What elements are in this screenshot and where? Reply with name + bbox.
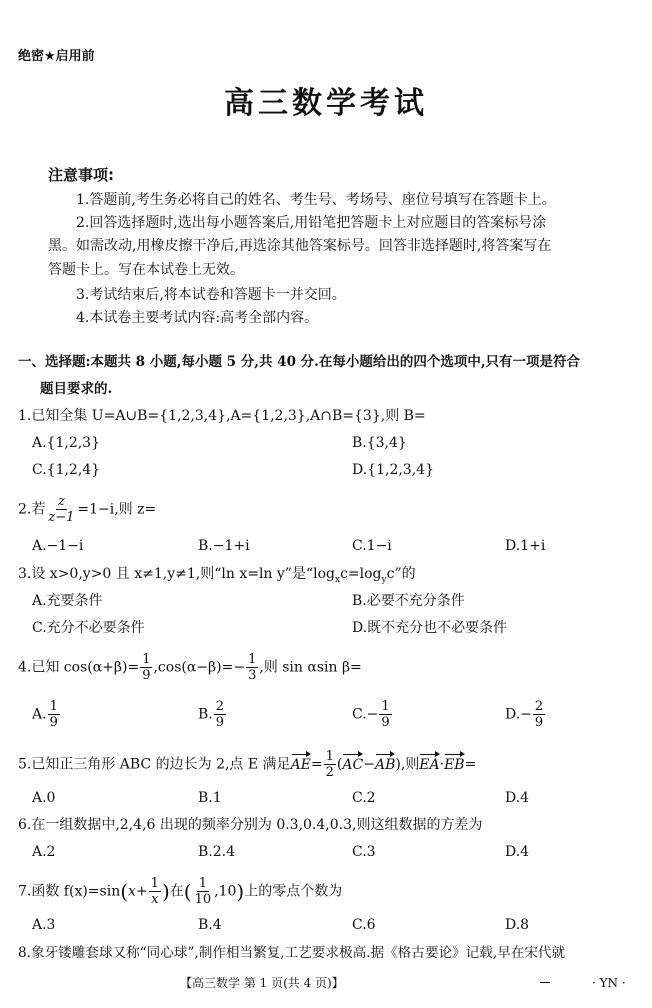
- q5-f-den: 2: [325, 765, 334, 780]
- q4-c-den: 9: [381, 715, 390, 730]
- note-2-line-3: 答题卡上。写在本试卷上无效。: [48, 262, 244, 278]
- q4-b-label: B.: [198, 706, 213, 723]
- q8-stem: 8.象牙镂雕套球又称“同心球”,制作相当繁复,工艺要求极高.据《格古要论》记载,早在宋代就: [18, 945, 566, 961]
- q5-stem: [18, 749, 476, 780]
- q4-option-a: [32, 699, 61, 730]
- footer-dash: [540, 982, 550, 983]
- q4-middle: ,cos(α−β)=−: [153, 659, 246, 676]
- q5-option-d: D.4: [505, 790, 530, 806]
- q1-option-c: C.{1,2,4}: [32, 462, 101, 478]
- q4-a-label: A.: [32, 706, 47, 723]
- q7-f1-num: 1: [150, 876, 159, 891]
- q7-option-b: B.4: [198, 917, 222, 933]
- q2-suffix: =1−i,则 z=: [77, 501, 157, 518]
- q5-vector-ea: EA: [419, 756, 440, 773]
- note-2-line-1: 2.回答选择题时,选出每小题答案后,用铅笔把答题卡上对应题目的答案标号涂: [76, 215, 547, 231]
- q7-suffix: 上的零点个数为: [244, 883, 343, 900]
- q2-option-a: A.−1−i: [32, 538, 84, 554]
- q1-option-a: A.{1,2,3}: [32, 435, 100, 451]
- q4-f1-num: 1: [142, 652, 151, 667]
- q5-option-c: C.2: [352, 790, 376, 806]
- note-4: 4.本试卷主要考试内容:高考全部内容。: [76, 310, 319, 326]
- q4-a-fraction: [48, 699, 60, 730]
- page-title: 高三数学考试: [224, 86, 428, 121]
- q4-fraction-1: [140, 652, 152, 683]
- q2-fraction: [46, 494, 76, 525]
- q4-b-num: 2: [215, 699, 225, 714]
- q3-option-c: C.充分不必要条件: [32, 620, 145, 636]
- section-heading-line-1: 一、选择题:本题共 8 小题,每小题 5 分,共 40 分.在每小题给出的四个选项中,只有一项是符合: [18, 354, 581, 370]
- q4-option-d: [505, 699, 546, 730]
- q4-b-den: 9: [215, 715, 225, 730]
- q2-option-d: D.1+i: [505, 538, 546, 554]
- q3-stem-mid: c=log: [340, 566, 382, 582]
- q4-f2-den: 3: [248, 668, 257, 683]
- confidential-label: 绝密★启用前: [18, 49, 95, 64]
- q7-middle: 在: [169, 883, 184, 900]
- q4-a-num: 1: [49, 699, 58, 714]
- q4-d-fraction: [533, 699, 545, 730]
- q7-x-plus: x+: [128, 883, 148, 900]
- q4-fraction-2: [246, 652, 258, 683]
- q7-left-paren: (: [120, 879, 129, 904]
- q4-option-c: [352, 699, 393, 730]
- q7-option-d: D.8: [505, 917, 530, 933]
- q5-fraction: [324, 749, 336, 780]
- q7-fraction-2: [193, 876, 214, 907]
- q2-stem: [18, 494, 156, 525]
- q4-d-label: D.−: [505, 706, 532, 723]
- q3-sub-1: x: [334, 574, 341, 585]
- q6-option-b: B.2.4: [198, 844, 236, 860]
- q5-right-paren: ),则: [395, 756, 420, 773]
- q3-sub-2: y: [381, 574, 387, 585]
- q5-equals: =: [310, 756, 323, 773]
- q4-c-num: 1: [381, 699, 390, 714]
- q4-f2-num: 1: [248, 652, 257, 667]
- q7-right-paren: ): [161, 879, 170, 904]
- q3-option-d: D.既不充分也不必要条件: [352, 620, 508, 636]
- q7-f2-num: 1: [198, 876, 207, 891]
- q5-left-paren: (: [336, 756, 343, 773]
- q2-option-b: B.−1+i: [198, 538, 250, 554]
- q4-d-den: 9: [534, 715, 544, 730]
- q4-f1-den: 9: [142, 668, 151, 683]
- q4-prefix: 4.已知 cos(α+β)=: [18, 659, 140, 676]
- notes-heading: 注意事项:: [48, 166, 114, 184]
- q5-minus: −: [363, 756, 375, 773]
- q7-stem: [18, 876, 342, 907]
- q7-f2-den: 10: [194, 892, 212, 907]
- q4-c-fraction: [379, 699, 391, 730]
- q5-vector-ae: AE: [290, 756, 311, 773]
- section-heading-line-2: 题目要求的.: [40, 381, 113, 397]
- q5-prefix: 5.已知正三角形 ABC 的边长为 2,点 E 满足: [18, 756, 291, 773]
- q2-denominator: z−1: [48, 510, 75, 525]
- q7-left-paren-2: (: [183, 879, 192, 904]
- q4-d-num: 2: [534, 699, 544, 714]
- q5-option-b: B.1: [198, 790, 222, 806]
- q5-f-num: 1: [325, 749, 334, 764]
- q7-tail: ,10: [214, 883, 237, 900]
- q5-suffix: =: [464, 756, 477, 773]
- q6-option-a: A.2: [32, 844, 56, 860]
- q3-stem-post: c”的: [386, 566, 416, 582]
- q4-option-b: [198, 699, 227, 730]
- q5-option-a: A.0: [32, 790, 56, 806]
- q5-vector-eb: EB: [444, 756, 465, 773]
- q7-option-a: A.3: [32, 917, 56, 933]
- q6-stem: 6.在一组数据中,2,4,6 出现的频率分别为 0.3,0.4,0.3,则这组数据的方差为: [18, 817, 483, 833]
- q2-option-c: C.1−i: [352, 538, 392, 554]
- q4-stem: [18, 652, 362, 683]
- q1-option-b: B.{3,4}: [352, 435, 407, 451]
- note-3: 3.考试结束后,将本试卷和答题卡一并交回。: [76, 287, 346, 303]
- q3-stem: [18, 565, 416, 589]
- q7-option-c: C.6: [352, 917, 376, 933]
- q6-option-d: D.4: [505, 844, 530, 860]
- q4-c-label: C.−: [352, 706, 379, 723]
- q2-prefix: 2.若: [18, 501, 46, 518]
- q3-option-b: B.必要不充分条件: [352, 593, 465, 609]
- q6-option-c: C.3: [352, 844, 376, 860]
- q7-right-paren-2: ): [236, 879, 245, 904]
- q7-f1-den: x: [151, 892, 159, 907]
- note-2-line-2: 黑。如需改动,用橡皮擦干净后,再选涂其他答案标号。回答非选择题时,将答案写在: [48, 238, 552, 254]
- note-1: 1.答题前,考生务必将自己的姓名、考生号、考场号、座位号填写在答题卡上。: [76, 192, 556, 208]
- q1-stem: 1.已知全集 U=A∪B={1,2,3,4},A={1,2,3},A∩B={3},则 B=: [18, 408, 426, 424]
- q3-option-a: A.充要条件: [32, 593, 103, 609]
- q3-stem-pre: 3.设 x>0,y>0 且 x≠1,y≠1,则“ln x=ln y”是“log: [18, 566, 335, 582]
- q5-vector-ab: AB: [374, 756, 396, 773]
- q4-b-fraction: [214, 699, 226, 730]
- q7-prefix: 7.函数 f(x)=sin: [18, 883, 121, 900]
- q5-vector-ac: AC: [342, 756, 364, 773]
- q4-a-den: 9: [49, 715, 58, 730]
- q1-option-d: D.{1,2,3,4}: [352, 462, 434, 478]
- footer-page-info: 【高三数学 第 1 页(共 4 页)】: [180, 976, 344, 990]
- q4-suffix: ,则 sin αsin β=: [259, 659, 362, 676]
- footer-code: · YN ·: [592, 976, 626, 990]
- q5-dot: ·: [439, 756, 445, 773]
- q2-numerator: z: [57, 494, 65, 509]
- q7-fraction-1: [149, 876, 161, 907]
